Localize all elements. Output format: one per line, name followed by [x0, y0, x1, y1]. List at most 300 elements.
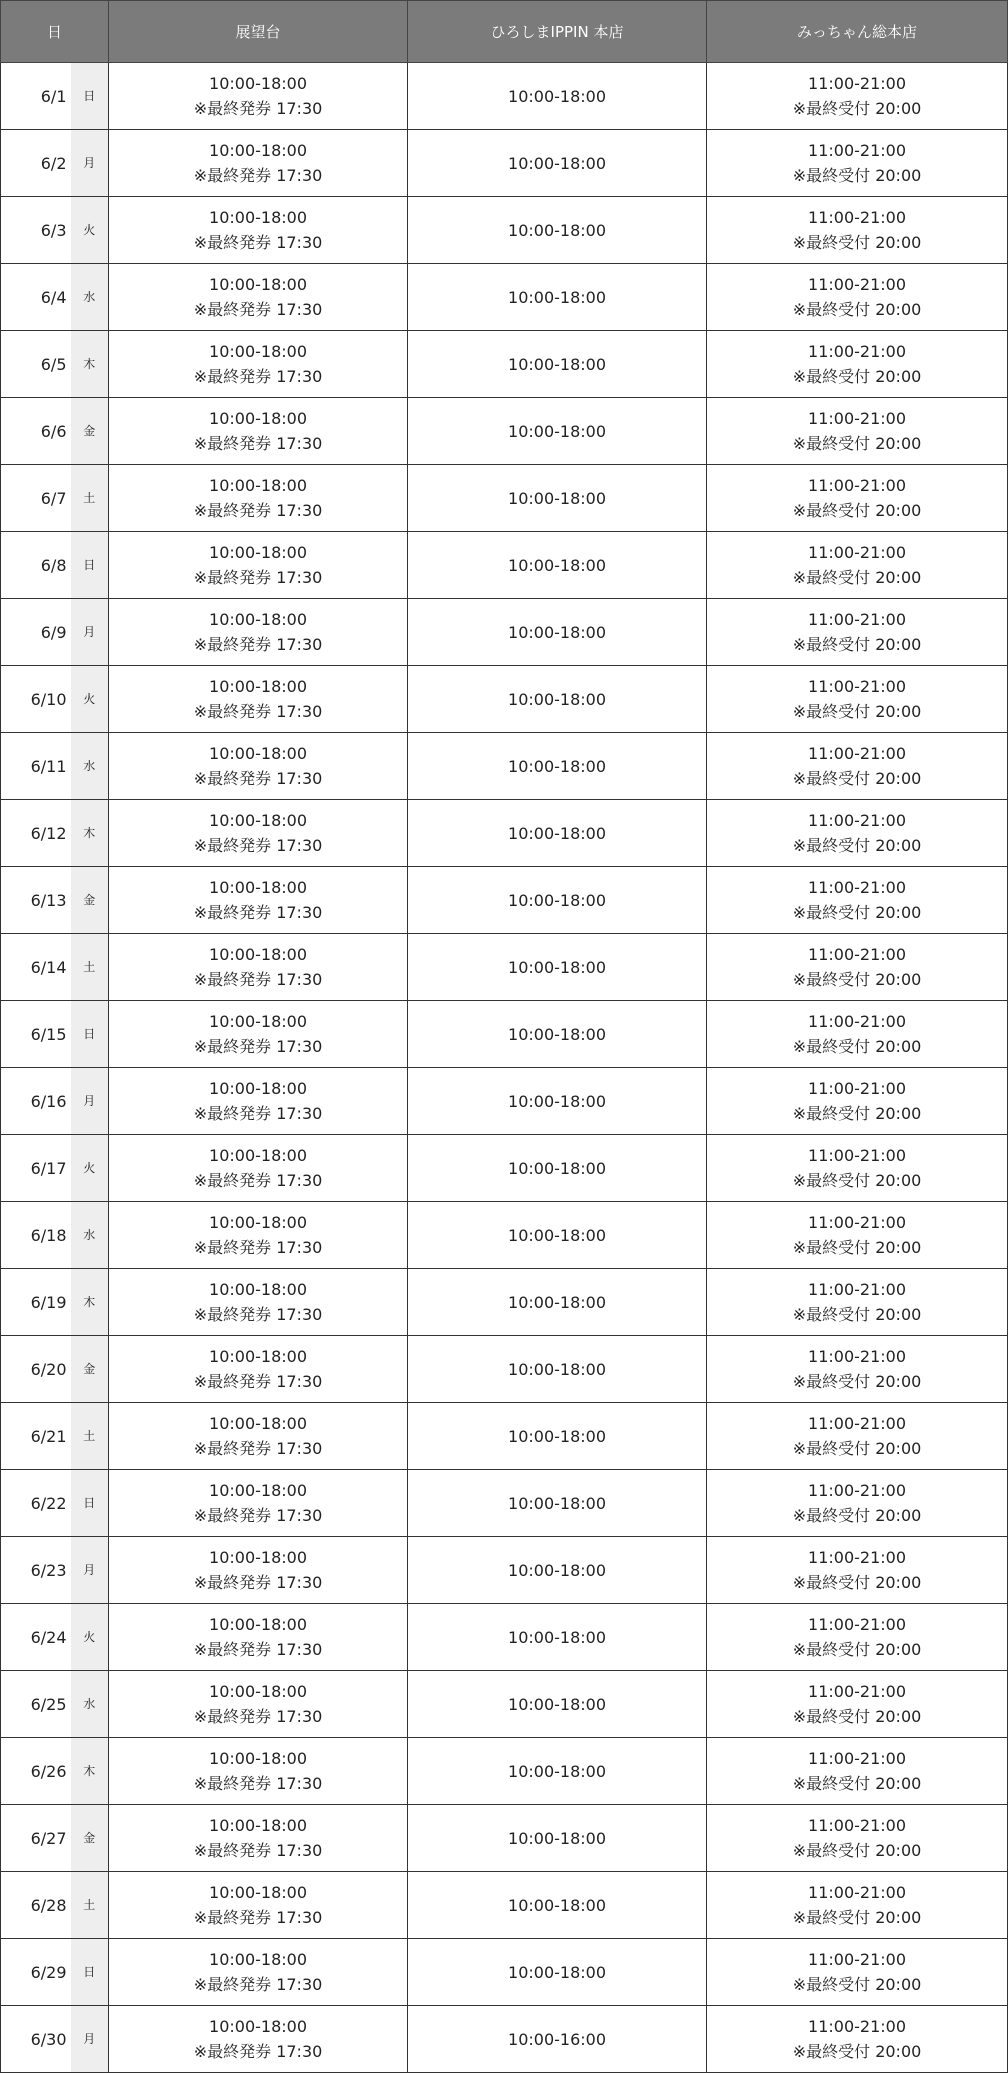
- ippin-hours-cell: 10:00-18:00: [408, 1068, 707, 1135]
- date-cell: 6/30: [1, 2006, 71, 2073]
- observatory-hours: 10:00-18:00: [209, 74, 308, 93]
- micchan-last-order: ※最終受付 20:00: [792, 1640, 922, 1659]
- observatory-hours-cell: [109, 1470, 408, 1537]
- micchan-hours: 11:00-21:00: [808, 1950, 907, 1969]
- table-row: [1, 1202, 1008, 1269]
- header-day: 日: [1, 1, 109, 63]
- ippin-hours-cell: 10:00-18:00: [408, 733, 707, 800]
- date-cell: 6/24: [1, 1604, 71, 1671]
- observatory-last-ticket: ※最終発券 17:30: [193, 970, 323, 989]
- micchan-hours-cell: [707, 733, 1008, 800]
- micchan-hours-cell: [707, 1872, 1008, 1939]
- observatory-last-ticket: ※最終発券 17:30: [193, 1908, 323, 1927]
- observatory-hours: 10:00-18:00: [209, 677, 308, 696]
- observatory-last-ticket: ※最終発券 17:30: [193, 166, 323, 185]
- micchan-hours-cell: [707, 1202, 1008, 1269]
- micchan-hours-cell: [707, 934, 1008, 1001]
- table-row: [1, 1470, 1008, 1537]
- weekday-cell: 日: [71, 1939, 109, 2006]
- micchan-last-order: ※最終受付 20:00: [792, 1774, 922, 1793]
- ippin-hours-cell: 10:00-18:00: [408, 130, 707, 197]
- observatory-hours-cell: [109, 599, 408, 666]
- table-row: [1, 1135, 1008, 1202]
- weekday-cell: 土: [71, 934, 109, 1001]
- observatory-hours-cell: [109, 398, 408, 465]
- micchan-hours-cell: [707, 1068, 1008, 1135]
- weekday-cell: 土: [71, 465, 109, 532]
- weekday-cell: 日: [71, 1001, 109, 1068]
- observatory-last-ticket: ※最終発券 17:30: [193, 635, 323, 654]
- table-row: [1, 2006, 1008, 2073]
- observatory-last-ticket: ※最終発券 17:30: [193, 1640, 323, 1659]
- micchan-hours: 11:00-21:00: [808, 677, 907, 696]
- date-cell: 6/13: [1, 867, 71, 934]
- micchan-hours-cell: [707, 1939, 1008, 2006]
- micchan-hours: 11:00-21:00: [808, 1347, 907, 1366]
- observatory-hours-cell: [109, 1805, 408, 1872]
- weekday-cell: 水: [71, 264, 109, 331]
- micchan-hours-cell: [707, 2006, 1008, 2073]
- observatory-hours: 10:00-18:00: [209, 1213, 308, 1232]
- table-row: [1, 1336, 1008, 1403]
- observatory-hours: 10:00-18:00: [209, 2017, 308, 2036]
- micchan-hours: 11:00-21:00: [808, 1280, 907, 1299]
- table-row: [1, 599, 1008, 666]
- observatory-hours: 10:00-18:00: [209, 141, 308, 160]
- micchan-hours-cell: [707, 1135, 1008, 1202]
- micchan-hours: 11:00-21:00: [808, 811, 907, 830]
- table-row: [1, 1068, 1008, 1135]
- micchan-hours: 11:00-21:00: [808, 476, 907, 495]
- micchan-last-order: ※最終受付 20:00: [792, 1171, 922, 1190]
- observatory-hours-cell: [109, 532, 408, 599]
- observatory-last-ticket: ※最終発券 17:30: [193, 99, 323, 118]
- date-cell: 6/11: [1, 733, 71, 800]
- date-cell: 6/3: [1, 197, 71, 264]
- observatory-hours: 10:00-18:00: [209, 1749, 308, 1768]
- date-cell: 6/22: [1, 1470, 71, 1537]
- date-cell: 6/5: [1, 331, 71, 398]
- observatory-hours: 10:00-18:00: [209, 945, 308, 964]
- observatory-last-ticket: ※最終発券 17:30: [193, 1841, 323, 1860]
- weekday-cell: 火: [71, 1135, 109, 1202]
- weekday-cell: 日: [71, 532, 109, 599]
- observatory-hours-cell: [109, 1671, 408, 1738]
- observatory-last-ticket: ※最終発券 17:30: [193, 2042, 323, 2061]
- observatory-hours-cell: [109, 1001, 408, 1068]
- table-row: [1, 1939, 1008, 2006]
- observatory-last-ticket: ※最終発券 17:30: [193, 1774, 323, 1793]
- micchan-hours-cell: [707, 1537, 1008, 1604]
- observatory-last-ticket: ※最終発券 17:30: [193, 1104, 323, 1123]
- date-cell: 6/19: [1, 1269, 71, 1336]
- micchan-last-order: ※最終受付 20:00: [792, 434, 922, 453]
- micchan-hours-cell: [707, 867, 1008, 934]
- table-row: [1, 398, 1008, 465]
- micchan-hours: 11:00-21:00: [808, 2017, 907, 2036]
- weekday-cell: 金: [71, 867, 109, 934]
- micchan-last-order: ※最終受付 20:00: [792, 233, 922, 252]
- micchan-hours-cell: [707, 1470, 1008, 1537]
- header-ippin: ひろしまIPPIN 本店: [408, 1, 707, 63]
- micchan-hours-cell: [707, 1403, 1008, 1470]
- observatory-last-ticket: ※最終発券 17:30: [193, 501, 323, 520]
- micchan-hours: 11:00-21:00: [808, 208, 907, 227]
- observatory-hours: 10:00-18:00: [209, 878, 308, 897]
- observatory-hours: 10:00-18:00: [209, 1615, 308, 1634]
- table-row: [1, 1001, 1008, 1068]
- ippin-hours-cell: 10:00-18:00: [408, 1135, 707, 1202]
- micchan-last-order: ※最終受付 20:00: [792, 1908, 922, 1927]
- micchan-hours: 11:00-21:00: [808, 1012, 907, 1031]
- micchan-last-order: ※最終受付 20:00: [792, 1305, 922, 1324]
- date-cell: 6/1: [1, 63, 71, 130]
- observatory-hours: 10:00-18:00: [209, 1883, 308, 1902]
- table-row: [1, 867, 1008, 934]
- ippin-hours-cell: 10:00-16:00: [408, 2006, 707, 2073]
- observatory-last-ticket: ※最終発券 17:30: [193, 1975, 323, 1994]
- micchan-hours: 11:00-21:00: [808, 1682, 907, 1701]
- observatory-hours-cell: [109, 2006, 408, 2073]
- observatory-last-ticket: ※最終発券 17:30: [193, 1037, 323, 1056]
- micchan-hours-cell: [707, 398, 1008, 465]
- weekday-cell: 金: [71, 398, 109, 465]
- table-row: [1, 264, 1008, 331]
- micchan-hours: 11:00-21:00: [808, 342, 907, 361]
- micchan-hours-cell: [707, 666, 1008, 733]
- table-body: [1, 63, 1008, 2073]
- table-row: [1, 1738, 1008, 1805]
- micchan-last-order: ※最終受付 20:00: [792, 367, 922, 386]
- micchan-last-order: ※最終受付 20:00: [792, 1037, 922, 1056]
- micchan-hours-cell: [707, 599, 1008, 666]
- weekday-cell: 月: [71, 2006, 109, 2073]
- micchan-last-order: ※最終受付 20:00: [792, 836, 922, 855]
- micchan-hours-cell: [707, 800, 1008, 867]
- micchan-hours-cell: [707, 465, 1008, 532]
- observatory-hours: 10:00-18:00: [209, 1079, 308, 1098]
- ippin-hours-cell: 10:00-18:00: [408, 532, 707, 599]
- micchan-last-order: ※最終受付 20:00: [792, 1841, 922, 1860]
- weekday-cell: 月: [71, 130, 109, 197]
- micchan-last-order: ※最終受付 20:00: [792, 1573, 922, 1592]
- table-row: [1, 1671, 1008, 1738]
- micchan-hours: 11:00-21:00: [808, 275, 907, 294]
- micchan-hours: 11:00-21:00: [808, 1749, 907, 1768]
- micchan-hours-cell: [707, 197, 1008, 264]
- observatory-last-ticket: ※最終発券 17:30: [193, 568, 323, 587]
- observatory-last-ticket: ※最終発券 17:30: [193, 1238, 323, 1257]
- ippin-hours-cell: 10:00-18:00: [408, 264, 707, 331]
- observatory-last-ticket: ※最終発券 17:30: [193, 1573, 323, 1592]
- ippin-hours-cell: 10:00-18:00: [408, 599, 707, 666]
- observatory-last-ticket: ※最終発券 17:30: [193, 300, 323, 319]
- table-row: [1, 1269, 1008, 1336]
- observatory-hours-cell: [109, 1269, 408, 1336]
- micchan-hours: 11:00-21:00: [808, 543, 907, 562]
- micchan-hours-cell: [707, 1336, 1008, 1403]
- observatory-last-ticket: ※最終発券 17:30: [193, 1439, 323, 1458]
- observatory-hours: 10:00-18:00: [209, 1012, 308, 1031]
- micchan-last-order: ※最終受付 20:00: [792, 1707, 922, 1726]
- ippin-hours-cell: 10:00-18:00: [408, 1738, 707, 1805]
- observatory-hours: 10:00-18:00: [209, 342, 308, 361]
- micchan-last-order: ※最終受付 20:00: [792, 568, 922, 587]
- weekday-cell: 土: [71, 1872, 109, 1939]
- observatory-hours-cell: [109, 1135, 408, 1202]
- micchan-hours: 11:00-21:00: [808, 141, 907, 160]
- ippin-hours-cell: 10:00-18:00: [408, 867, 707, 934]
- micchan-hours: 11:00-21:00: [808, 1883, 907, 1902]
- observatory-hours: 10:00-18:00: [209, 275, 308, 294]
- ippin-hours-cell: 10:00-18:00: [408, 63, 707, 130]
- observatory-hours: 10:00-18:00: [209, 543, 308, 562]
- date-cell: 6/6: [1, 398, 71, 465]
- micchan-hours: 11:00-21:00: [808, 74, 907, 93]
- micchan-last-order: ※最終受付 20:00: [792, 970, 922, 989]
- observatory-hours-cell: [109, 867, 408, 934]
- micchan-hours: 11:00-21:00: [808, 1481, 907, 1500]
- ippin-hours-cell: 10:00-18:00: [408, 1537, 707, 1604]
- micchan-hours: 11:00-21:00: [808, 945, 907, 964]
- header-row: [1, 1, 1008, 63]
- micchan-hours-cell: [707, 264, 1008, 331]
- micchan-last-order: ※最終受付 20:00: [792, 1506, 922, 1525]
- observatory-hours: 10:00-18:00: [209, 208, 308, 227]
- weekday-cell: 金: [71, 1805, 109, 1872]
- ippin-hours-cell: 10:00-18:00: [408, 398, 707, 465]
- micchan-last-order: ※最終受付 20:00: [792, 702, 922, 721]
- date-cell: 6/8: [1, 532, 71, 599]
- weekday-cell: 木: [71, 331, 109, 398]
- micchan-hours-cell: [707, 331, 1008, 398]
- ippin-hours-cell: 10:00-18:00: [408, 1604, 707, 1671]
- micchan-last-order: ※最終受付 20:00: [792, 1238, 922, 1257]
- micchan-hours: 11:00-21:00: [808, 610, 907, 629]
- observatory-last-ticket: ※最終発券 17:30: [193, 1372, 323, 1391]
- observatory-hours: 10:00-18:00: [209, 1347, 308, 1366]
- micchan-last-order: ※最終受付 20:00: [792, 2042, 922, 2061]
- micchan-last-order: ※最終受付 20:00: [792, 99, 922, 118]
- observatory-last-ticket: ※最終発券 17:30: [193, 367, 323, 386]
- observatory-last-ticket: ※最終発券 17:30: [193, 1171, 323, 1190]
- micchan-hours-cell: [707, 1269, 1008, 1336]
- date-cell: 6/20: [1, 1336, 71, 1403]
- table-row: [1, 197, 1008, 264]
- observatory-last-ticket: ※最終発券 17:30: [193, 1305, 323, 1324]
- date-cell: 6/15: [1, 1001, 71, 1068]
- table-row: [1, 1403, 1008, 1470]
- observatory-last-ticket: ※最終発券 17:30: [193, 233, 323, 252]
- observatory-hours-cell: [109, 1872, 408, 1939]
- table-row: [1, 800, 1008, 867]
- ippin-hours-cell: 10:00-18:00: [408, 465, 707, 532]
- observatory-hours-cell: [109, 331, 408, 398]
- weekday-cell: 月: [71, 1537, 109, 1604]
- ippin-hours-cell: 10:00-18:00: [408, 1336, 707, 1403]
- ippin-hours-cell: 10:00-18:00: [408, 1805, 707, 1872]
- micchan-hours: 11:00-21:00: [808, 1548, 907, 1567]
- micchan-hours: 11:00-21:00: [808, 1213, 907, 1232]
- micchan-hours-cell: [707, 1001, 1008, 1068]
- observatory-hours: 10:00-18:00: [209, 409, 308, 428]
- observatory-hours-cell: [109, 63, 408, 130]
- micchan-last-order: ※最終受付 20:00: [792, 769, 922, 788]
- observatory-hours-cell: [109, 1738, 408, 1805]
- ippin-hours-cell: 10:00-18:00: [408, 1671, 707, 1738]
- header-micchan: みっちゃん総本店: [707, 1, 1008, 63]
- weekday-cell: 日: [71, 1470, 109, 1537]
- micchan-last-order: ※最終受付 20:00: [792, 300, 922, 319]
- weekday-cell: 土: [71, 1403, 109, 1470]
- header-observatory: 展望台: [109, 1, 408, 63]
- ippin-hours-cell: 10:00-18:00: [408, 197, 707, 264]
- observatory-hours: 10:00-18:00: [209, 610, 308, 629]
- date-cell: 6/29: [1, 1939, 71, 2006]
- observatory-hours: 10:00-18:00: [209, 811, 308, 830]
- micchan-hours: 11:00-21:00: [808, 878, 907, 897]
- date-cell: 6/18: [1, 1202, 71, 1269]
- micchan-last-order: ※最終受付 20:00: [792, 501, 922, 520]
- ippin-hours-cell: 10:00-18:00: [408, 1403, 707, 1470]
- table-row: [1, 331, 1008, 398]
- micchan-hours: 11:00-21:00: [808, 1079, 907, 1098]
- ippin-hours-cell: 10:00-18:00: [408, 1001, 707, 1068]
- weekday-cell: 火: [71, 666, 109, 733]
- table-row: [1, 63, 1008, 130]
- date-cell: 6/17: [1, 1135, 71, 1202]
- date-cell: 6/2: [1, 130, 71, 197]
- micchan-last-order: ※最終受付 20:00: [792, 1975, 922, 1994]
- micchan-hours-cell: [707, 130, 1008, 197]
- ippin-hours-cell: 10:00-18:00: [408, 1939, 707, 2006]
- micchan-hours-cell: [707, 1671, 1008, 1738]
- date-cell: 6/21: [1, 1403, 71, 1470]
- micchan-last-order: ※最終受付 20:00: [792, 903, 922, 922]
- observatory-hours-cell: [109, 1939, 408, 2006]
- date-cell: 6/26: [1, 1738, 71, 1805]
- observatory-last-ticket: ※最終発券 17:30: [193, 769, 323, 788]
- micchan-last-order: ※最終受付 20:00: [792, 166, 922, 185]
- observatory-hours-cell: [109, 1336, 408, 1403]
- table-row: [1, 1872, 1008, 1939]
- ippin-hours-cell: 10:00-18:00: [408, 331, 707, 398]
- observatory-hours-cell: [109, 1403, 408, 1470]
- micchan-hours: 11:00-21:00: [808, 409, 907, 428]
- date-cell: 6/10: [1, 666, 71, 733]
- observatory-last-ticket: ※最終発券 17:30: [193, 1707, 323, 1726]
- date-cell: 6/23: [1, 1537, 71, 1604]
- weekday-cell: 水: [71, 1671, 109, 1738]
- weekday-cell: 木: [71, 800, 109, 867]
- observatory-hours-cell: [109, 264, 408, 331]
- table-row: [1, 465, 1008, 532]
- micchan-hours-cell: [707, 1805, 1008, 1872]
- observatory-hours-cell: [109, 666, 408, 733]
- table-row: [1, 1537, 1008, 1604]
- table-row: [1, 934, 1008, 1001]
- ippin-hours-cell: 10:00-18:00: [408, 1872, 707, 1939]
- date-cell: 6/9: [1, 599, 71, 666]
- weekday-cell: 水: [71, 1202, 109, 1269]
- observatory-hours: 10:00-18:00: [209, 1682, 308, 1701]
- date-cell: 6/14: [1, 934, 71, 1001]
- micchan-last-order: ※最終受付 20:00: [792, 1372, 922, 1391]
- observatory-hours-cell: [109, 197, 408, 264]
- micchan-hours-cell: [707, 532, 1008, 599]
- table-row: [1, 1805, 1008, 1872]
- date-cell: 6/7: [1, 465, 71, 532]
- ippin-hours-cell: 10:00-18:00: [408, 666, 707, 733]
- micchan-last-order: ※最終受付 20:00: [792, 635, 922, 654]
- observatory-hours: 10:00-18:00: [209, 1414, 308, 1433]
- micchan-hours: 11:00-21:00: [808, 744, 907, 763]
- micchan-hours: 11:00-21:00: [808, 1816, 907, 1835]
- ippin-hours-cell: 10:00-18:00: [408, 1269, 707, 1336]
- observatory-last-ticket: ※最終発券 17:30: [193, 836, 323, 855]
- weekday-cell: 水: [71, 733, 109, 800]
- observatory-hours: 10:00-18:00: [209, 1548, 308, 1567]
- table-row: [1, 1604, 1008, 1671]
- weekday-cell: 火: [71, 1604, 109, 1671]
- ippin-hours-cell: 10:00-18:00: [408, 1470, 707, 1537]
- observatory-hours: 10:00-18:00: [209, 1816, 308, 1835]
- date-cell: 6/25: [1, 1671, 71, 1738]
- date-cell: 6/12: [1, 800, 71, 867]
- micchan-hours: 11:00-21:00: [808, 1146, 907, 1165]
- micchan-last-order: ※最終受付 20:00: [792, 1439, 922, 1458]
- weekday-cell: 木: [71, 1738, 109, 1805]
- weekday-cell: 月: [71, 1068, 109, 1135]
- table-row: [1, 733, 1008, 800]
- micchan-hours-cell: [707, 1604, 1008, 1671]
- weekday-cell: 金: [71, 1336, 109, 1403]
- ippin-hours-cell: 10:00-18:00: [408, 1202, 707, 1269]
- observatory-last-ticket: ※最終発券 17:30: [193, 1506, 323, 1525]
- ippin-hours-cell: 10:00-18:00: [408, 800, 707, 867]
- date-cell: 6/4: [1, 264, 71, 331]
- observatory-hours: 10:00-18:00: [209, 744, 308, 763]
- observatory-hours-cell: [109, 1202, 408, 1269]
- observatory-hours: 10:00-18:00: [209, 1481, 308, 1500]
- observatory-hours-cell: [109, 733, 408, 800]
- weekday-cell: 火: [71, 197, 109, 264]
- table-row: [1, 130, 1008, 197]
- micchan-hours: 11:00-21:00: [808, 1414, 907, 1433]
- observatory-last-ticket: ※最終発券 17:30: [193, 702, 323, 721]
- micchan-hours-cell: [707, 1738, 1008, 1805]
- observatory-hours-cell: [109, 130, 408, 197]
- table-row: [1, 532, 1008, 599]
- date-cell: 6/27: [1, 1805, 71, 1872]
- micchan-last-order: ※最終受付 20:00: [792, 1104, 922, 1123]
- observatory-hours: 10:00-18:00: [209, 1280, 308, 1299]
- observatory-hours-cell: [109, 1068, 408, 1135]
- observatory-hours-cell: [109, 934, 408, 1001]
- micchan-hours-cell: [707, 63, 1008, 130]
- weekday-cell: 月: [71, 599, 109, 666]
- micchan-hours: 11:00-21:00: [808, 1615, 907, 1634]
- observatory-hours: 10:00-18:00: [209, 476, 308, 495]
- observatory-last-ticket: ※最終発券 17:30: [193, 903, 323, 922]
- weekday-cell: 日: [71, 63, 109, 130]
- ippin-hours-cell: 10:00-18:00: [408, 934, 707, 1001]
- weekday-cell: 木: [71, 1269, 109, 1336]
- observatory-hours: 10:00-18:00: [209, 1950, 308, 1969]
- observatory-hours-cell: [109, 800, 408, 867]
- observatory-hours-cell: [109, 1537, 408, 1604]
- table-row: [1, 666, 1008, 733]
